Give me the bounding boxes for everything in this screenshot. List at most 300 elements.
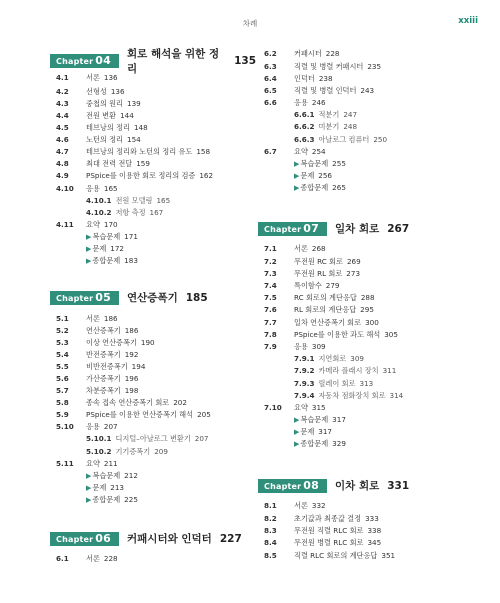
section-page: 170 (103, 220, 118, 229)
toc-entry[interactable] (56, 397, 187, 409)
section-title: 연산증폭기 (86, 326, 121, 335)
toc-entry[interactable] (56, 421, 118, 433)
triangle-bullet-icon: ▶ (86, 257, 92, 265)
exercise-page: 172 (110, 244, 124, 253)
toc-subentry[interactable] (294, 109, 357, 121)
triangle-bullet-icon: ▶ (86, 472, 92, 480)
toc-entry[interactable] (264, 329, 398, 341)
subsection-number: 7.9.1 (294, 354, 315, 363)
subsection-title: 기기증폭기 (115, 447, 151, 456)
toc-entry[interactable] (264, 243, 326, 255)
toc-exercise-entry[interactable] (294, 158, 346, 170)
exercise-page: 317 (318, 427, 332, 436)
toc-entry[interactable] (264, 402, 326, 414)
toc-exercise-entry[interactable] (86, 482, 124, 494)
exercise-title: 복습문제 (92, 471, 121, 480)
section-number: 7.4 (264, 281, 277, 290)
section-number: 4.7 (56, 147, 69, 156)
section-page: 186 (124, 326, 139, 335)
exercise-title: 문제 (300, 171, 315, 180)
section-page: 139 (127, 99, 141, 108)
toc-entry[interactable] (56, 183, 118, 195)
section-title: 응용 (86, 184, 100, 193)
toc-entry[interactable] (56, 553, 118, 565)
section-page: 211 (103, 459, 118, 468)
section-title: 요약 (294, 147, 308, 156)
subsection-page: 250 (373, 135, 388, 144)
section-title: 무전원 병렬 RLC 회로 (294, 538, 364, 547)
section-title: 요약 (294, 403, 308, 412)
chapter-page: 227 (219, 532, 242, 545)
toc-exercise-entry[interactable] (294, 426, 332, 438)
subsection-number: 6.6.2 (294, 122, 315, 131)
section-page: 300 (365, 318, 379, 327)
toc-entry[interactable] (56, 409, 211, 421)
subsection-number: 7.9.4 (294, 391, 315, 400)
section-number: 4.1 (56, 73, 69, 82)
section-page: 332 (311, 501, 326, 510)
section-page: 144 (120, 111, 134, 120)
section-title: 반전증폭기 (86, 350, 121, 359)
exercise-page: 265 (332, 183, 346, 192)
exercise-page: 213 (110, 483, 124, 492)
chapter-number: 05 (95, 290, 112, 304)
exercise-title: 문제 (92, 244, 107, 253)
subsection-page: 309 (350, 354, 364, 363)
chapter-tag (50, 54, 119, 68)
section-number: 4.2 (56, 87, 69, 96)
section-title: 선형성 (86, 87, 107, 96)
subsection-page: 165 (156, 196, 171, 205)
toc-entry[interactable] (264, 256, 361, 268)
section-page: 158 (196, 147, 211, 156)
chapter-tag (258, 479, 327, 493)
section-number: 8.2 (264, 514, 277, 523)
subsection-page: 313 (359, 379, 374, 388)
toc-entry[interactable] (264, 73, 333, 85)
chapter-label: Chapter (56, 56, 94, 66)
section-page: 202 (173, 398, 187, 407)
section-page: 207 (103, 422, 118, 431)
toc-entry[interactable] (264, 537, 381, 549)
section-title: 서론 (294, 244, 308, 253)
section-page: 333 (365, 514, 379, 523)
section-title: 직렬 및 병렬 인덕터 (294, 86, 357, 95)
chapter-title: 이차 회로 (335, 480, 380, 492)
section-number: 8.1 (264, 501, 277, 510)
subsection-title: 디지털–아날로그 변환기 (115, 434, 191, 443)
toc-subentry[interactable] (294, 134, 387, 146)
section-page: 228 (103, 554, 118, 563)
section-number: 8.4 (264, 538, 277, 547)
section-number: 5.5 (56, 362, 69, 371)
section-page: 235 (367, 62, 382, 71)
section-number: 5.1 (56, 314, 69, 323)
section-title: RL 회로의 계단응답 (294, 305, 357, 314)
section-number: 5.4 (56, 350, 69, 359)
section-page: 148 (133, 123, 148, 132)
triangle-bullet-icon: ▶ (294, 416, 300, 424)
section-title: 무전원 RC 회로 (294, 257, 343, 266)
exercise-title: 종합문제 (300, 439, 329, 448)
section-page: 254 (311, 147, 326, 156)
section-number: 4.4 (56, 111, 69, 120)
section-page: 295 (360, 305, 374, 314)
section-number: 7.6 (264, 305, 277, 314)
toc-entry[interactable] (56, 110, 134, 122)
chapter-tag (50, 532, 119, 546)
section-page: 136 (103, 73, 118, 82)
section-number: 7.5 (264, 293, 277, 302)
toc-entry[interactable] (264, 341, 326, 353)
toc-exercise-entry[interactable] (294, 414, 346, 426)
toc-entry[interactable] (56, 122, 148, 134)
toc-subentry[interactable] (294, 378, 373, 390)
toc-entry[interactable] (56, 72, 118, 84)
section-page: 196 (124, 374, 139, 383)
toc-entry[interactable] (56, 349, 138, 361)
section-page: 159 (136, 159, 150, 168)
section-title: 요약 (86, 220, 100, 229)
exercise-page: 329 (332, 439, 346, 448)
toc-subentry[interactable] (294, 121, 357, 133)
section-page: 246 (311, 98, 326, 107)
section-page: 192 (124, 350, 139, 359)
subsection-page: 247 (343, 110, 358, 119)
chapter-label: Chapter (56, 534, 94, 544)
subsection-number: 7.9.3 (294, 379, 315, 388)
subsection-number: 6.6.3 (294, 135, 315, 144)
toc-exercise-entry[interactable] (294, 438, 346, 450)
toc-exercise-entry[interactable] (294, 182, 346, 194)
exercise-title: 복습문제 (300, 159, 329, 168)
section-title: 서론 (86, 554, 100, 563)
section-page: 190 (140, 338, 155, 347)
toc-entry[interactable] (56, 86, 125, 98)
section-number: 7.1 (264, 244, 277, 253)
section-page: 345 (367, 538, 382, 547)
toc-entry[interactable] (56, 361, 145, 373)
toc-entry[interactable] (56, 158, 150, 170)
toc-entry[interactable] (56, 325, 138, 337)
section-number: 6.7 (264, 147, 277, 156)
toc-entry[interactable] (264, 97, 326, 109)
section-number: 6.5 (264, 86, 277, 95)
subsection-number: 5.10.2 (86, 447, 112, 456)
section-number: 4.10 (56, 184, 74, 193)
toc-subentry[interactable] (294, 365, 396, 377)
section-title: 커패시터 (294, 49, 322, 58)
toc-entry[interactable] (264, 146, 326, 158)
exercise-page: 171 (124, 232, 138, 241)
section-title: 중첩의 원리 (86, 99, 124, 108)
section-title: 응용 (86, 422, 100, 431)
subsection-title: 자동차 점화장치 회로 (318, 391, 386, 400)
toc-exercise-entry[interactable] (86, 231, 138, 243)
section-number: 5.2 (56, 326, 69, 335)
toc-entry[interactable] (264, 317, 379, 329)
chapter-number: 06 (95, 531, 112, 545)
toc-entry[interactable] (56, 98, 141, 110)
subsection-page: 209 (154, 447, 168, 456)
section-title: 무전원 직렬 RLC 회로 (294, 526, 364, 535)
section-title: 서론 (294, 501, 308, 510)
section-number: 4.5 (56, 123, 69, 132)
section-title: 인덕터 (294, 74, 315, 83)
section-page: 351 (381, 551, 396, 560)
triangle-bullet-icon: ▶ (294, 440, 300, 448)
subsection-page: 314 (389, 391, 404, 400)
toc-entry[interactable] (264, 48, 340, 60)
toc-entry[interactable] (56, 313, 118, 325)
subsection-title: 지연회로 (318, 354, 347, 363)
toc-exercise-entry[interactable] (86, 243, 124, 255)
chapter-heading[interactable] (50, 530, 242, 547)
subsection-number: 7.9.2 (294, 366, 315, 375)
section-page: 228 (325, 49, 340, 58)
section-title: PSpice를 이용한 과도 해석 (294, 330, 381, 339)
section-number: 8.5 (264, 551, 277, 560)
toc-entry[interactable] (264, 304, 374, 316)
subsection-title: 저항 측정 (115, 208, 146, 217)
toc-exercise-entry[interactable] (86, 470, 138, 482)
exercise-page: 256 (318, 171, 332, 180)
section-number: 7.7 (264, 318, 277, 327)
toc-subentry[interactable] (294, 353, 364, 365)
toc-entry[interactable] (56, 134, 141, 146)
exercise-page: 317 (332, 415, 346, 424)
subsection-number: 4.10.1 (86, 196, 112, 205)
section-title: 서론 (86, 314, 100, 323)
triangle-bullet-icon: ▶ (86, 245, 92, 253)
section-title: RC 회로의 계단응답 (294, 293, 357, 302)
section-number: 4.3 (56, 99, 69, 108)
toc-entry[interactable] (56, 373, 138, 385)
chapter-tag (258, 222, 327, 236)
section-title: 비반전증폭기 (86, 362, 128, 371)
triangle-bullet-icon: ▶ (294, 172, 300, 180)
toc-entry[interactable] (264, 550, 395, 562)
section-number: 4.8 (56, 159, 69, 168)
subsection-page: 248 (343, 122, 358, 131)
toc-exercise-entry[interactable] (86, 494, 138, 506)
section-number: 7.3 (264, 269, 277, 278)
section-title: PSpice를 이용한 회로 정리의 검증 (86, 171, 196, 180)
chapter-heading[interactable] (258, 477, 409, 494)
section-title: 테브낭의 정리 (86, 123, 130, 132)
chapter-heading[interactable] (258, 220, 409, 237)
section-number: 5.10 (56, 422, 74, 431)
exercise-title: 복습문제 (300, 415, 329, 424)
subsection-title: 릴레이 회로 (318, 379, 356, 388)
section-page: 309 (311, 342, 326, 351)
section-page: 288 (360, 293, 375, 302)
section-number: 7.8 (264, 330, 277, 339)
section-title: 직렬 및 병렬 커패시터 (294, 62, 364, 71)
section-number: 6.1 (56, 554, 69, 563)
section-page: 205 (197, 410, 211, 419)
section-number: 4.9 (56, 171, 69, 180)
chapter-title: 커패시터와 인덕터 (127, 533, 212, 545)
toc-entry[interactable] (56, 146, 210, 158)
section-page: 198 (124, 386, 139, 395)
section-number: 6.3 (264, 62, 277, 71)
section-number: 8.3 (264, 526, 277, 535)
section-page: 238 (318, 74, 333, 83)
toc-entry[interactable] (56, 219, 118, 231)
subsection-title: 아날로그 컴퓨터 (318, 135, 370, 144)
section-title: 최대 전력 전달 (86, 159, 133, 168)
exercise-title: 문제 (300, 427, 315, 436)
section-number: 6.4 (264, 74, 277, 83)
subsection-title: 적분기 (318, 110, 340, 119)
toc-subentry[interactable] (294, 390, 403, 402)
section-number: 7.9 (264, 342, 277, 351)
exercise-page: 225 (124, 495, 138, 504)
section-title: 전원 변환 (86, 111, 117, 120)
chapter-page: 267 (387, 222, 410, 235)
subsection-title: 미분기 (318, 122, 340, 131)
section-number: 5.7 (56, 386, 69, 395)
section-number: 5.9 (56, 410, 69, 419)
section-title: 테브낭의 정리와 노턴의 정리 유도 (86, 147, 193, 156)
chapter-heading[interactable] (50, 289, 208, 306)
exercise-page: 212 (124, 471, 138, 480)
section-title: 초기값과 최종값 결정 (294, 514, 362, 523)
section-page: 269 (346, 257, 361, 266)
section-number: 5.3 (56, 338, 69, 347)
chapter-title: 일차 회로 (335, 223, 380, 235)
toc-entry[interactable] (264, 525, 381, 537)
section-number: 5.11 (56, 459, 74, 468)
chapter-title: 회로 해석을 위한 정리 (127, 47, 220, 75)
chapter-number: 08 (303, 478, 320, 492)
section-page: 162 (199, 171, 214, 180)
exercise-page: 255 (332, 159, 346, 168)
section-title: 무전원 RL 회로 (294, 269, 343, 278)
toc-entry[interactable] (264, 500, 326, 512)
section-title: 종속 접속 연산증폭기 회로 (86, 398, 170, 407)
section-page: 315 (311, 403, 326, 412)
toc-exercise-entry[interactable] (86, 255, 138, 267)
subsection-page: 167 (149, 208, 164, 217)
toc-entry[interactable] (264, 292, 375, 304)
chapter-tag (50, 291, 119, 305)
toc-entry[interactable] (264, 85, 374, 97)
section-title: 응용 (294, 342, 308, 351)
section-title: 차분증폭기 (86, 386, 121, 395)
exercise-title: 종합문제 (300, 183, 329, 192)
toc-exercise-entry[interactable] (294, 170, 332, 182)
subsection-title: 전원 모델링 (115, 196, 153, 205)
subsection-page: 207 (194, 434, 209, 443)
section-page: 165 (103, 184, 118, 193)
triangle-bullet-icon: ▶ (86, 484, 92, 492)
section-number: 5.8 (56, 398, 69, 407)
exercise-title: 종합문제 (92, 256, 121, 265)
toc-entry[interactable] (264, 268, 360, 280)
section-number: 4.11 (56, 220, 74, 229)
toc-entry[interactable] (56, 458, 118, 470)
section-page: 273 (346, 269, 361, 278)
subsection-number: 6.6.1 (294, 110, 315, 119)
triangle-bullet-icon: ▶ (86, 233, 92, 241)
toc-entry[interactable] (264, 513, 379, 525)
section-page: 279 (325, 281, 340, 290)
toc-entry[interactable] (56, 337, 155, 349)
toc-subentry[interactable] (86, 433, 209, 445)
section-page: 186 (103, 314, 118, 323)
toc-entry[interactable] (56, 170, 213, 182)
section-page: 154 (127, 135, 141, 144)
section-page: 243 (360, 86, 375, 95)
toc-subentry[interactable] (86, 195, 170, 207)
subsection-page: 311 (382, 366, 397, 375)
section-number: 6.6 (264, 98, 277, 107)
page-number: xxiii (458, 16, 478, 26)
section-page: 338 (367, 526, 382, 535)
section-number: 6.2 (264, 49, 277, 58)
exercise-title: 문제 (92, 483, 107, 492)
toc-subentry[interactable] (86, 446, 168, 458)
toc-entry[interactable] (56, 385, 138, 397)
page-title: 차례 (242, 19, 258, 28)
section-title: 직렬 RLC 회로의 계단응답 (294, 551, 378, 560)
chapter-label: Chapter (264, 481, 302, 491)
chapter-label: Chapter (56, 293, 94, 303)
section-page: 305 (384, 330, 398, 339)
chapter-page: 135 (234, 54, 256, 67)
section-title: 응용 (294, 98, 308, 107)
section-title: 요약 (86, 459, 100, 468)
toc-entry[interactable] (264, 61, 381, 73)
section-number: 7.10 (264, 403, 282, 412)
section-title: 이상 연산증폭기 (86, 338, 137, 347)
toc-subentry[interactable] (86, 207, 163, 219)
chapter-page: 331 (387, 479, 410, 492)
triangle-bullet-icon: ▶ (294, 428, 300, 436)
exercise-title: 복습문제 (92, 232, 121, 241)
section-number: 4.6 (56, 135, 69, 144)
chapter-number: 04 (95, 53, 112, 67)
chapter-label: Chapter (264, 224, 302, 234)
section-title: 노턴의 정리 (86, 135, 124, 144)
chapter-title: 연산증폭기 (127, 292, 178, 304)
section-number: 5.6 (56, 374, 69, 383)
subsection-number: 4.10.2 (86, 208, 112, 217)
section-title: 가산증폭기 (86, 374, 121, 383)
section-page: 136 (110, 87, 125, 96)
section-title: 특이함수 (294, 281, 322, 290)
triangle-bullet-icon: ▶ (86, 496, 92, 504)
section-page: 268 (311, 244, 326, 253)
subsection-title: 카메라 플래시 장치 (318, 366, 379, 375)
section-title: 일차 연산증폭기 회로 (294, 318, 362, 327)
triangle-bullet-icon: ▶ (294, 184, 300, 192)
section-page: 194 (131, 362, 146, 371)
chapter-number: 07 (303, 221, 320, 235)
exercise-page: 183 (124, 256, 138, 265)
section-title: 서론 (86, 73, 100, 82)
exercise-title: 종합문제 (92, 495, 121, 504)
triangle-bullet-icon: ▶ (294, 160, 300, 168)
subsection-number: 5.10.1 (86, 434, 112, 443)
chapter-heading[interactable] (50, 47, 256, 75)
section-title: PSpice를 이용한 연산증폭기 해석 (86, 410, 194, 419)
chapter-page: 185 (185, 291, 208, 304)
section-number: 7.2 (264, 257, 277, 266)
toc-entry[interactable] (264, 280, 340, 292)
